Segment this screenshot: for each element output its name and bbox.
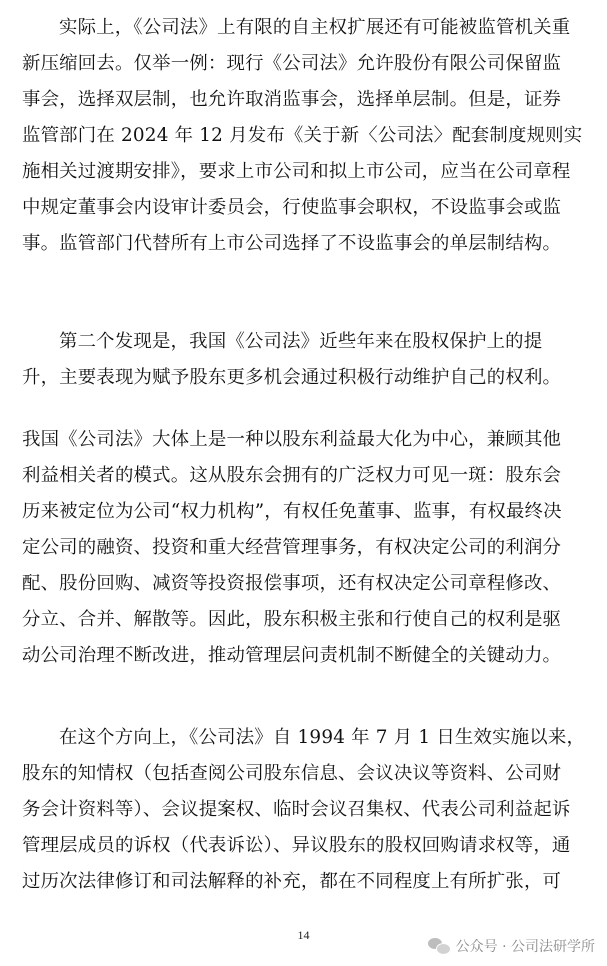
text-line: 过历次法律修订和司法解释的补充，都在不同程度上有所扩张，可 [22,871,562,892]
text-line: 中规定董事会内设审计委员会，行使监事会职权，不设监事会或监 [22,197,562,218]
text-line: 第二个发现是，我国《公司法》近些年来在股权保护上的提 [59,331,543,352]
page-number: 14 [297,928,310,942]
paragraph-2 [22,324,584,396]
text-line: 分立、合并、解散等。因此，股东积极主张和行使自己的权利是驱 [22,609,562,630]
text-line: 在这个方向上，《公司法》自 1994 年 7 月 1 日生效实施以来， [59,727,586,748]
watermark [428,936,595,956]
text-line: 新压缩回去。仅举一例：现行《公司法》允许股份有限公司保留监 [22,53,562,74]
text-line: 事。监管部门代替所有上市公司选择了不设监事会的单层制结构。 [22,233,562,254]
text-line: 升，主要表现为赋予股东更多机会通过积极行动维护自己的权利。 [22,367,562,388]
paragraph-1 [22,10,584,262]
watermark-text: 公众号 · 公司法研学所 [455,939,595,955]
text-line: 务会计资料等）、会议提案权、临时会议召集权、代表公司利益起诉 [22,799,571,820]
text-line: 定公司的融资、投资和重大经营管理事务，有权决定公司的利润分 [22,537,562,558]
wechat-icon [428,938,450,954]
paragraph-3 [22,422,584,674]
text-line: 股东的知情权（包括查阅公司股东信息、会议决议等资料、公司财 [22,763,562,784]
text-line: 动公司治理不断改进，推动管理层问责机制不断健全的关键动力。 [22,645,562,666]
text-line: 监管部门在 2024 年 12 月发布《关于新〈公司法〉配套制度规则实 [22,125,583,146]
text-line: 历来被定位为公司“权力机构”，有权任免董事、监事，有权最终决 [22,501,562,522]
text-line: 管理层成员的诉权（代表诉讼）、异议股东的股权回购请求权等，通 [22,835,571,856]
text-line: 施相关过渡期安排》，要求上市公司和拟上市公司，应当在公司章程 [22,161,571,182]
text-line: 实际上，《公司法》上有限的自主权扩展还有可能被监管机关重 [59,17,571,38]
text-line: 利益相关者的模式。这从股东会拥有的广泛权力可见一斑：股东会 [22,465,562,486]
text-line: 配、股份回购、减资等投资报偿事项，还有权决定公司章程修改、 [22,573,562,594]
text-line: 我国《公司法》大体上是一种以股东利益最大化为中心，兼顾其他 [22,429,562,450]
paragraph-4 [22,720,584,900]
text-line: 事会，选择双层制，也允许取消监事会，选择单层制。但是，证券 [22,89,562,110]
